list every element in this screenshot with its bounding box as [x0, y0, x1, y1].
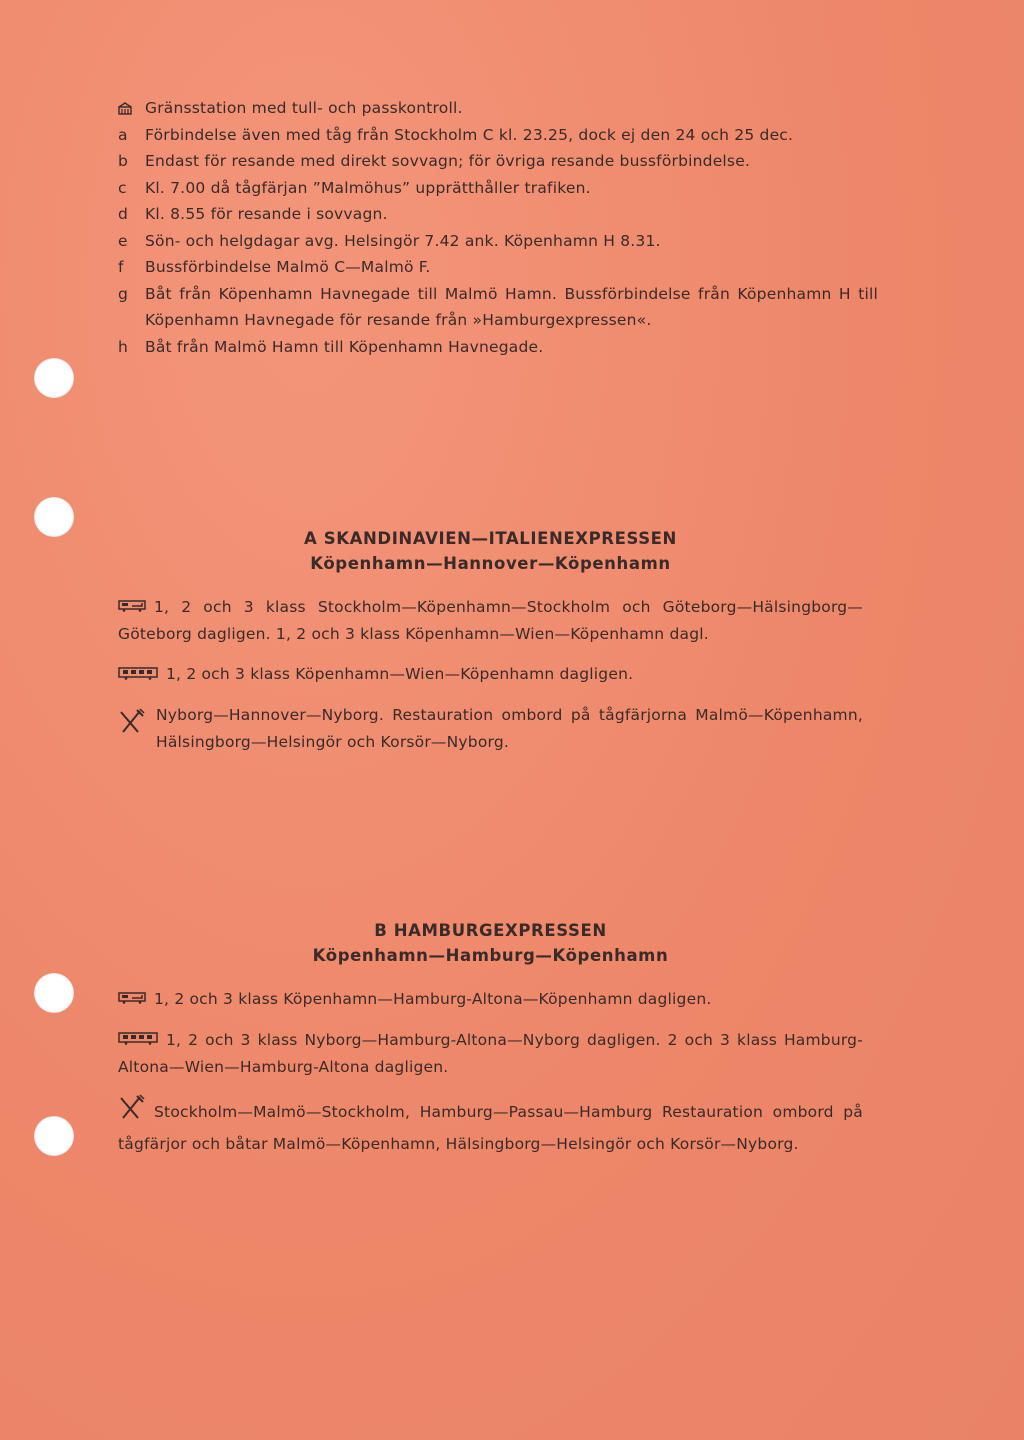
footnote-text: Kl. 8.55 för resande i sovvagn. [145, 205, 388, 223]
footnote-border-station [118, 95, 878, 122]
footnote-c [118, 175, 878, 202]
footnote-key: b [118, 152, 129, 170]
footnotes-list [118, 95, 878, 360]
paragraph-text: Nyborg—Hannover—Nyborg. Restauration ombord på tågfärjorna Malmö—Köpenhamn, Hälsingborg—Helsingör och Korsör—Nyborg. [156, 706, 863, 751]
restaurant-icon [118, 708, 146, 745]
footnote-key: h [118, 337, 129, 356]
punch-hole [34, 497, 74, 537]
section-b-subtitle: Köpenhamn—Hamburg—Köpenhamn [312, 946, 669, 965]
coach-icon [118, 1027, 158, 1054]
punch-hole [34, 973, 74, 1013]
section-a-subtitle: Köpenhamn—Hannover—Köpenhamn [310, 554, 671, 573]
footnote-d [118, 201, 878, 228]
paragraph-text: 1, 2 och 3 klass Stockholm—Köpenhamn—Stockholm och Göteborg—Hälsingborg—Göteborg dagligen. 1, 2 och 3 klass Köpenhamn—Wien—Köpenhamn dagl. [118, 598, 863, 643]
footnote-key: c [118, 178, 127, 197]
footnote-e [118, 228, 878, 255]
paragraph-text: Stockholm—Malmö—Stockholm, Hamburg—Passau—Hamburg Restauration ombord på tågfärjor och båtar Malmö—Köpenhamn, Hälsingborg—Helsingör och Korsör—Nyborg. [118, 1102, 863, 1153]
punch-hole [34, 358, 74, 398]
footnote-text: Gränsstation med tull- och passkontroll. [145, 99, 463, 117]
footnote-key: d [118, 205, 129, 223]
paragraph-text: 1, 2 och 3 klass Köpenhamn—Wien—Köpenhamn dagligen. [166, 665, 634, 684]
section-a-paragraph [118, 702, 863, 755]
footnote-b [118, 148, 878, 175]
punch-hole [34, 1116, 74, 1156]
footnote-text: Båt från Köpenhamn Havnegade till Malmö Hamn. Bussförbindelse från Köpenhamn H till Köpenhamn Havnegade för resande från »Hamburgexpressen«. [145, 284, 878, 329]
section-b [118, 918, 863, 1157]
footnote-key: f [118, 258, 124, 276]
section-b-paragraph [118, 1027, 863, 1080]
footnote-key: a [118, 125, 128, 144]
section-b-title: B HAMBURGEXPRESSEN [374, 921, 607, 940]
footnote-text: Endast för resande med direkt sovvagn; för övriga resande bussförbindelse. [145, 152, 751, 170]
section-a-paragraph [118, 661, 863, 688]
footnote-key: e [118, 231, 128, 250]
sleeping-car-icon [118, 986, 146, 1013]
border-station-icon [118, 95, 145, 122]
footnote-h [118, 334, 878, 361]
paragraph-text: 1, 2 och 3 klass Köpenhamn—Hamburg-Altona—Köpenhamn dagligen. [154, 990, 712, 1008]
coach-icon [118, 662, 158, 689]
footnote-f [118, 254, 878, 281]
footnote-key: g [118, 284, 129, 303]
footnote-a [118, 122, 878, 149]
footnote-g [118, 281, 878, 334]
footnote-text: Förbindelse även med tåg från Stockholm C kl. 23.25, dock ej den 24 och 25 dec. [145, 125, 794, 144]
footnote-text: Kl. 7.00 då tågfärjan ”Malmöhus” upprätthåller trafiken. [145, 178, 591, 197]
paragraph-text: 1, 2 och 3 klass Nyborg—Hamburg-Altona—Nyborg dagligen. 2 och 3 klass Hamburg-Altona—Wien—Hamburg-Altona dagligen. [118, 1030, 863, 1076]
footnote-text: Sön- och helgdagar avg. Helsingör 7.42 ank. Köpenhamn H 8.31. [145, 231, 661, 250]
restaurant-icon [118, 1094, 146, 1131]
section-a-paragraph [118, 594, 863, 647]
section-b-paragraph [118, 986, 863, 1013]
footnote-text: Bussförbindelse Malmö C—Malmö F. [145, 258, 431, 276]
sleeping-car-icon [118, 594, 146, 621]
section-a [118, 526, 863, 755]
section-b-paragraph [118, 1094, 863, 1157]
footnote-text: Båt från Malmö Hamn till Köpenhamn Havnegade. [145, 337, 544, 356]
section-a-title: A SKANDINAVIEN—ITALIENEXPRESSEN [304, 529, 677, 548]
